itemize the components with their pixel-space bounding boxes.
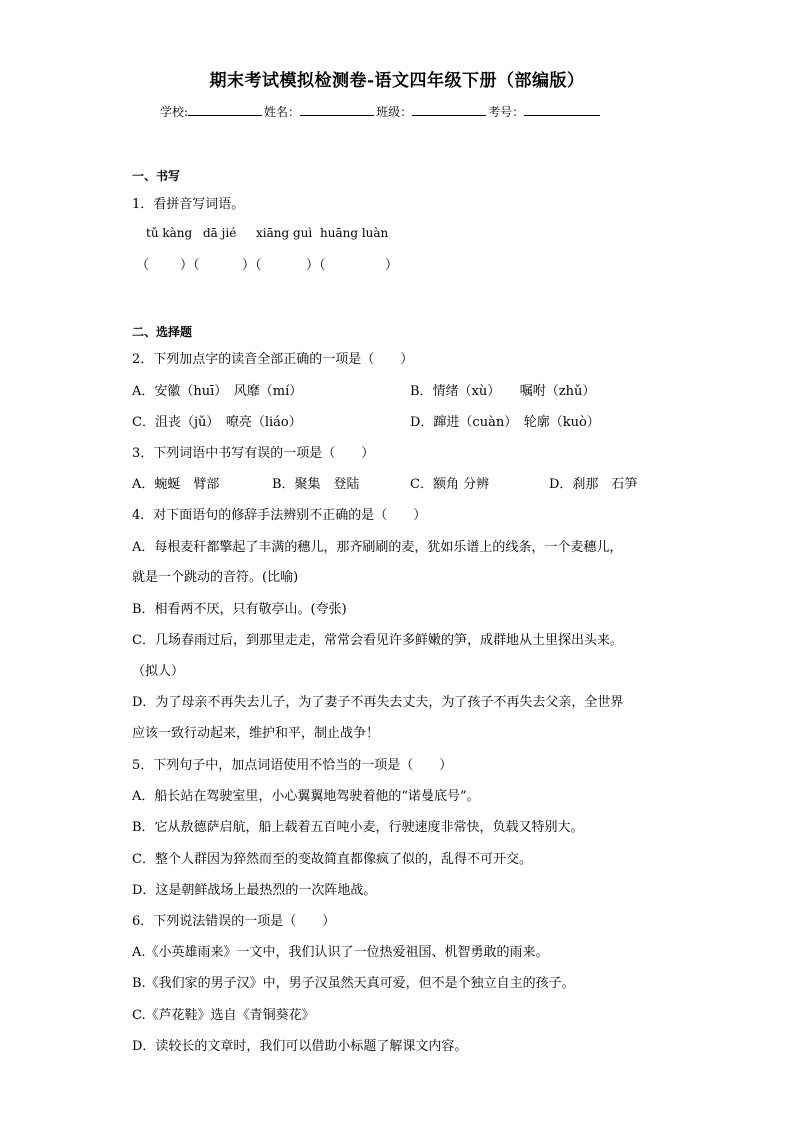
question-6-stem: 6．下列说法错误的一项是（ ） — [132, 914, 336, 929]
class-blank[interactable] — [412, 103, 486, 116]
question-2-option-d: D．蹿进（cuàn） 轮廓（kuò） — [410, 415, 600, 430]
class-label: 班级： — [376, 105, 413, 119]
question-4-option-d-line2: 应该一致行动起来，维护和平，制止战争！ — [132, 726, 380, 741]
answer-bracket-1-open: （ — [136, 258, 150, 273]
question-4-option-a-line1: A．每根麦秆都擎起了丰满的穗儿，那齐刷刷的麦，犹如乐谱上的线条，一个麦穗儿， — [132, 540, 623, 555]
number-label: 考号： — [488, 105, 525, 119]
question-4-option-b: B．相看两不厌，只有敬亭山。(夸张) — [132, 602, 347, 617]
question-2-option-c: C．沮丧（jǔ） 嘹亮（liáo） — [132, 415, 302, 430]
number-blank[interactable] — [524, 103, 600, 116]
name-blank[interactable] — [300, 103, 374, 116]
pinyin-3: xiāng guì — [256, 226, 313, 240]
section-heading-writing: 一、书写 — [132, 169, 181, 183]
pinyin-1: tǔ kàng — [146, 226, 193, 240]
question-2-option-a: A．安徽（huī） 风靡（mí） — [132, 384, 303, 399]
school-blank[interactable] — [188, 103, 262, 116]
question-4-stem: 4．对下面语句的修辞手法辨别不正确的是（ ） — [132, 508, 427, 523]
question-5-option-d: D．这是朝鲜战场上最热烈的一次阵地战。 — [132, 883, 377, 898]
question-2-option-b: B．情绪（xù） 嘱咐（zhǔ） — [410, 384, 596, 399]
answer-bracket-3: ）（ — [242, 258, 262, 273]
question-3-option-b: B．聚集 登陆 — [272, 477, 360, 492]
question-1-stem: 1．看拼音写词语。 — [132, 197, 245, 212]
question-5-option-b: B．它从敖德萨启航，船上载着五百吨小麦，行驶速度非常快，负载又特别大。 — [132, 820, 584, 835]
question-4-option-a-line2: 就是一个跳动的音符。(比喻) — [132, 570, 299, 585]
question-6-option-a: A.《小英雄雨来》一文中，我们认识了一位热爱祖国、机智勇敢的雨来。 — [132, 945, 549, 960]
question-3-option-d: D．刹那 石笋 — [549, 477, 638, 492]
answer-bracket-2: ）（ — [180, 258, 200, 273]
question-6-option-c: C.《芦花鞋》选自《青铜葵花》 — [132, 1008, 315, 1023]
name-label: 姓名： — [264, 105, 301, 119]
question-3-option-a: A．蜿蜒 臂部 — [132, 477, 220, 492]
pinyin-2: dā jié — [203, 226, 237, 240]
question-4-option-c-line1: C．几场春雨过后，到那里走走，常常会看见许多鲜嫩的笋，成群地从土里探出头来。 — [132, 633, 623, 648]
question-3-stem: 3．下列词语中书写有误的一项是（ ） — [132, 446, 375, 461]
student-info-line — [160, 103, 602, 120]
answer-bracket-4: ）（ — [306, 258, 326, 273]
question-6-option-d: D．读较长的文章时，我们可以借助小标题了解课文内容。 — [132, 1039, 468, 1054]
section-heading-choice: 二、选择题 — [132, 325, 193, 339]
question-4-option-c-line2: （拟人） — [132, 664, 185, 679]
question-5-stem: 5．下列句子中，加点词语使用不恰当的一项是（ ） — [132, 758, 453, 773]
question-6-option-b: B.《我们家的男子汉》中，男子汉虽然天真可爱，但不是个独立自主的孩子。 — [132, 976, 575, 991]
pinyin-4: huāng luàn — [320, 226, 389, 240]
question-2-stem: 2．下列加点字的读音全部正确的一项是（ ） — [132, 352, 414, 367]
question-4-option-d-line1: D．为了母亲不再失去儿子，为了妻子不再失去丈夫，为了孩子不再失去父亲，全世界 — [132, 695, 624, 710]
question-3-option-c: C．额角 分辨 — [410, 477, 490, 492]
question-5-option-c: C．整个人群因为猝然而至的变故简直都像疯了似的，乱得不可开交。 — [132, 852, 532, 867]
page-title: 期末考试模拟检测卷-语文四年级下册（部编版） — [209, 71, 585, 91]
answer-bracket-close: ） — [385, 258, 399, 273]
school-label: 学校: — [160, 105, 189, 119]
question-5-option-a: A．船长站在驾驶室里，小心翼翼地驾驶着他的“诺曼底号”。 — [132, 789, 480, 804]
